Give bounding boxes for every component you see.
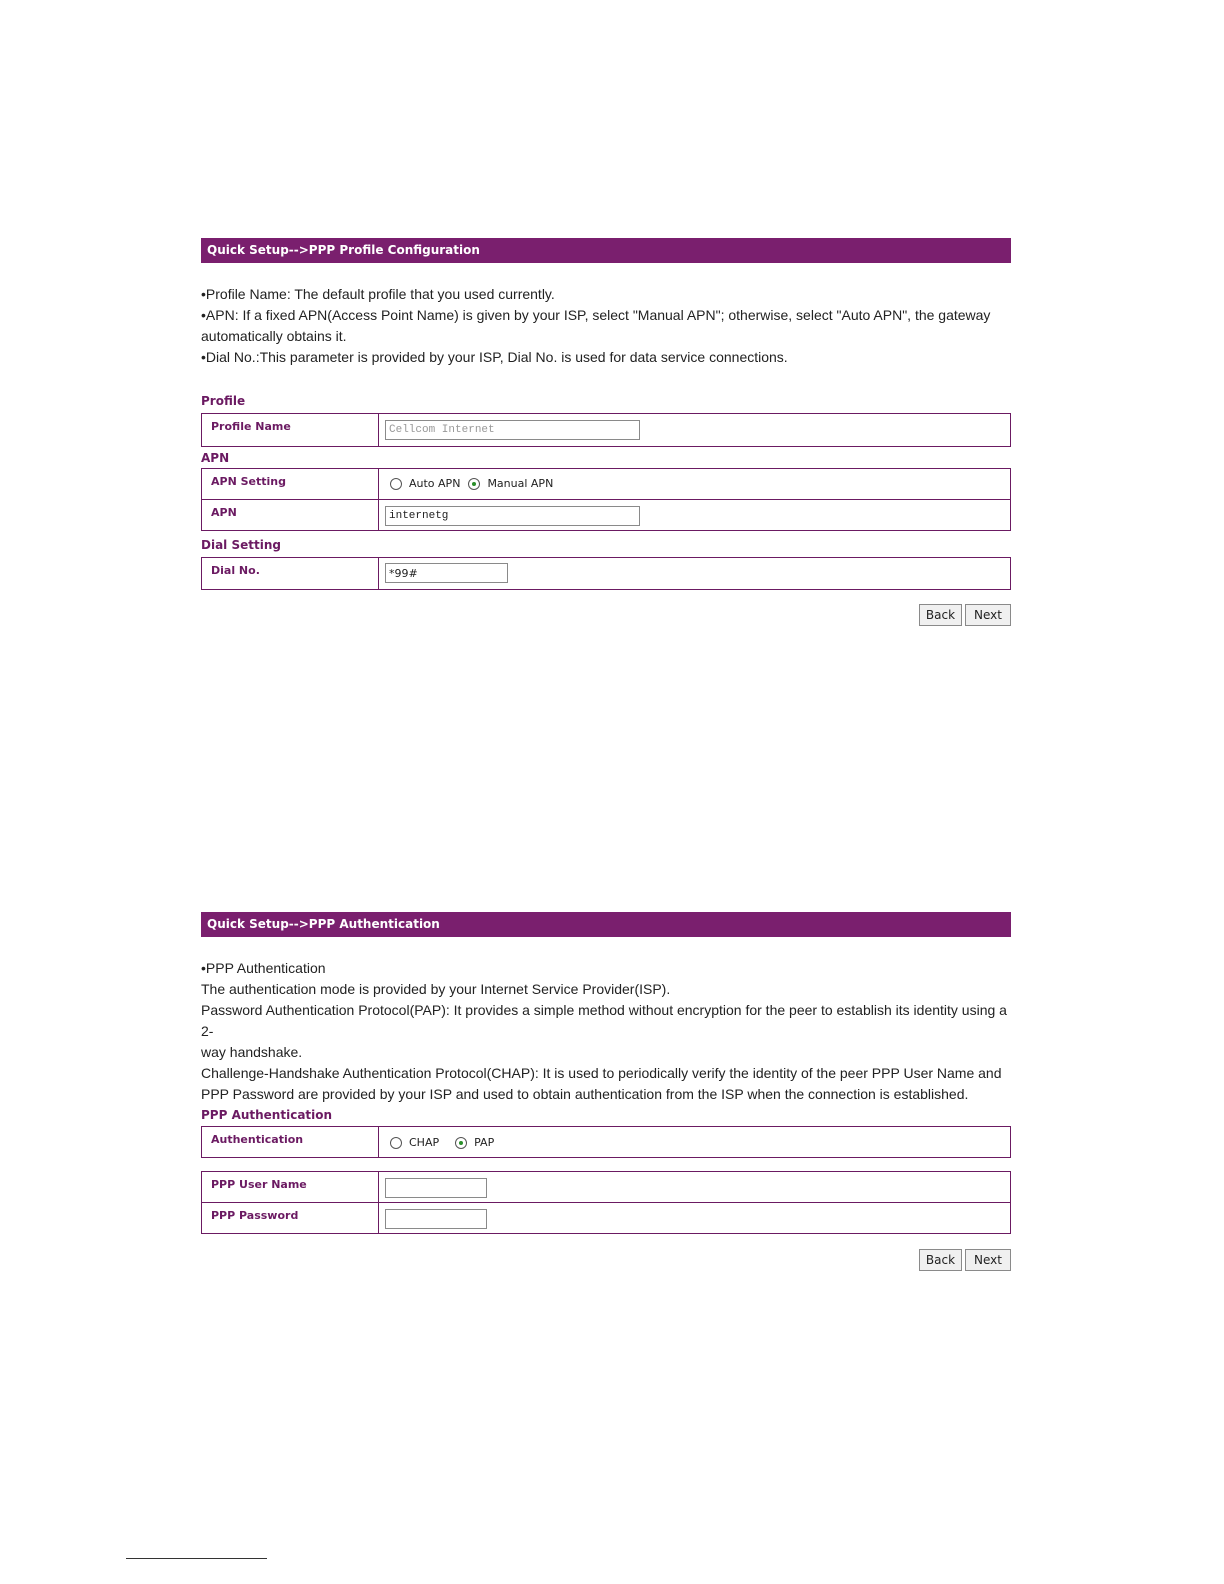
manual-apn-radio[interactable]	[468, 478, 480, 490]
desc-line: •Profile Name: The default profile that you used currently.	[201, 286, 555, 302]
auto-apn-label: Auto APN	[409, 477, 461, 490]
desc-line: PPP Password are provided by your ISP and used to obtain authentication from the ISP when the connection is established.	[201, 1086, 969, 1102]
pap-label: PAP	[474, 1136, 495, 1149]
ppp-user-name-input[interactable]	[385, 1178, 487, 1198]
apn-heading: APN	[201, 451, 230, 465]
apn-setting-options	[385, 477, 1010, 490]
desc-line: •APN: If a fixed APN(Access Point Name) is given by your ISP, select "Manual APN"; otherwise, select "Auto APN", the gateway	[201, 307, 991, 323]
dial-no-input[interactable]	[385, 563, 508, 583]
ppp-auth-panel	[201, 912, 1011, 1282]
desc-line: The authentication mode is provided by your Internet Service Provider(ISP).	[201, 981, 671, 997]
profile-config-description	[201, 284, 1011, 368]
manual-apn-label: Manual APN	[487, 477, 554, 490]
auth-mode-options	[385, 1136, 1010, 1149]
apn-setting-label: APN Setting	[202, 469, 379, 500]
profile-heading: Profile	[201, 394, 246, 408]
authentication-label: Authentication	[202, 1127, 379, 1158]
back-button[interactable]: Back	[919, 604, 962, 626]
ppp-auth-heading: PPP Authentication	[201, 1108, 333, 1122]
ppp-password-input[interactable]	[385, 1209, 487, 1229]
desc-line: Challenge-Handshake Authentication Protocol(CHAP): It is used to periodically verify the identity of the peer PPP User Name and	[201, 1065, 1002, 1081]
desc-line: Password Authentication Protocol(PAP): It provides a simple method without encryption for the peer to establish its identity using a 2-	[201, 1002, 1007, 1039]
back-button[interactable]: Back	[919, 1249, 962, 1271]
apn-input[interactable]	[385, 506, 640, 526]
next-button[interactable]: Next	[965, 1249, 1011, 1271]
next-button[interactable]: Next	[965, 604, 1011, 626]
profile-name-input[interactable]	[385, 420, 640, 440]
desc-line: way handshake.	[201, 1044, 303, 1060]
auto-apn-radio[interactable]	[390, 478, 402, 490]
desc-line: automatically obtains it.	[201, 328, 347, 344]
apn-label: APN	[202, 500, 379, 531]
credentials-table	[201, 1171, 1011, 1234]
auth-mode-table	[201, 1126, 1011, 1158]
desc-line: •PPP Authentication	[201, 960, 326, 976]
chap-label: CHAP	[409, 1136, 440, 1149]
dial-setting-heading: Dial Setting	[201, 538, 281, 552]
ppp-auth-title: Quick Setup-->PPP Authentication	[201, 912, 1011, 937]
profile-config-panel	[201, 238, 1011, 628]
dial-table	[201, 557, 1011, 590]
ppp-auth-description	[201, 958, 1011, 1105]
footnote-separator	[126, 1558, 267, 1559]
profile-name-label: Profile Name	[202, 414, 379, 447]
desc-line: •Dial No.:This parameter is provided by your ISP, Dial No. is used for data service connections.	[201, 349, 788, 365]
ppp-password-label: PPP Password	[202, 1203, 379, 1234]
ppp-user-name-label: PPP User Name	[202, 1172, 379, 1203]
apn-table	[201, 468, 1011, 531]
chap-radio[interactable]	[390, 1137, 402, 1149]
pap-radio[interactable]	[455, 1137, 467, 1149]
profile-config-title: Quick Setup-->PPP Profile Configuration	[201, 238, 1011, 263]
profile-table	[201, 413, 1011, 447]
dial-no-label: Dial No.	[202, 558, 379, 590]
